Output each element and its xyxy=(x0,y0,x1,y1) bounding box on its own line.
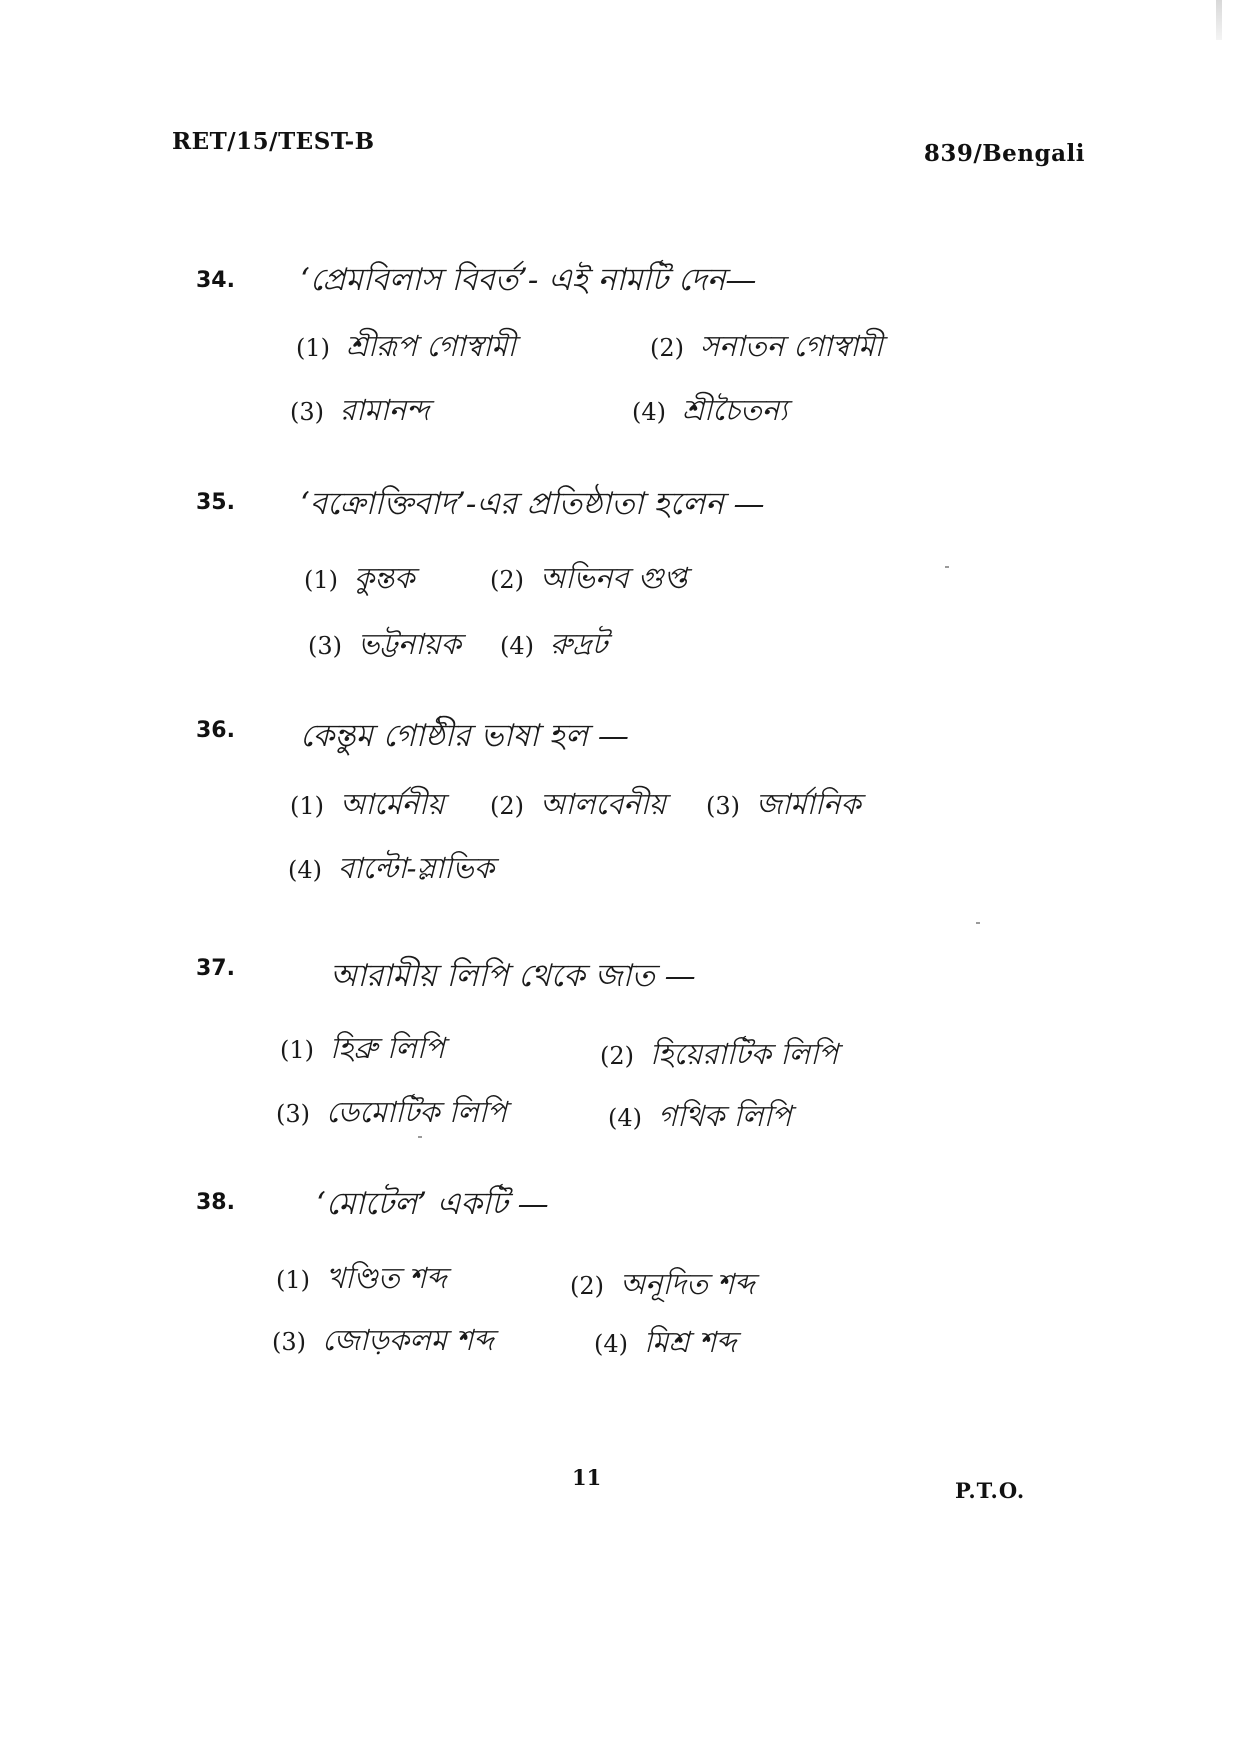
option-2: (2) আলবেনীয় xyxy=(490,787,666,821)
option-4: (4) বাল্টো-স্লাভিক xyxy=(288,851,495,885)
option-1: (1) আর্মেনীয় xyxy=(290,787,445,821)
option-3: (3) ডেমোটিক লিপি xyxy=(276,1095,507,1129)
question-number: 38. xyxy=(196,1190,235,1215)
option-3: (3) রামানন্দ xyxy=(290,393,430,427)
option-2: (2) অনূদিত শব্দ xyxy=(570,1267,755,1301)
subject-code: 839/Bengali xyxy=(923,140,1085,167)
option-1: (1) কুন্তক xyxy=(304,561,415,595)
test-code: RET/15/TEST-B xyxy=(172,128,375,155)
question-text: আরামীয় লিপি থেকে জাত — xyxy=(330,958,696,994)
question-text: কেন্তুম গোষ্ঠীর ভাষা হল — xyxy=(300,718,629,754)
question-number: 35. xyxy=(196,490,235,515)
option-3: (3) জার্মানিক xyxy=(706,787,861,821)
scan-speck xyxy=(976,922,980,924)
question-number: 36. xyxy=(196,718,235,743)
option-4: (4) রুদ্রট xyxy=(500,627,608,661)
option-4: (4) গথিক লিপি xyxy=(608,1099,792,1133)
question-text: ‘প্রেমবিলাস বিবর্ত’- এই নামটি দেন— xyxy=(300,262,757,298)
option-3: (3) ভট্টনায়ক xyxy=(308,627,461,661)
scan-speck xyxy=(418,1136,422,1138)
option-3: (3) জোড়কলম শব্দ xyxy=(272,1323,494,1357)
option-2: (2) অভিনব গুপ্ত xyxy=(490,561,688,595)
option-2: (2) হিয়েরাটিক লিপি xyxy=(600,1037,839,1071)
question-number: 34. xyxy=(196,268,235,293)
scan-speck xyxy=(945,566,949,568)
option-2: (2) সনাতন গোস্বামী xyxy=(650,329,883,363)
option-1: (1) খণ্ডিত শব্দ xyxy=(276,1261,447,1295)
question-text: ‘বক্রোক্তিবাদ’-এর প্রতিষ্ঠাতা হলেন — xyxy=(300,486,765,522)
option-4: (4) মিশ্র শব্দ xyxy=(594,1325,737,1359)
option-1: (1) শ্রীরূপ গোস্বামী xyxy=(296,329,516,363)
question-number: 37. xyxy=(196,956,235,981)
page-number: 11 xyxy=(572,1465,602,1490)
pto-label: P.T.O. xyxy=(955,1478,1026,1503)
option-4: (4) শ্রীচৈতন্য xyxy=(632,393,788,427)
question-text: ‘মোটেল’ একটি — xyxy=(316,1186,549,1222)
scan-edge-mark xyxy=(1216,0,1222,40)
option-1: (1) হিব্রু লিপি xyxy=(280,1031,445,1065)
